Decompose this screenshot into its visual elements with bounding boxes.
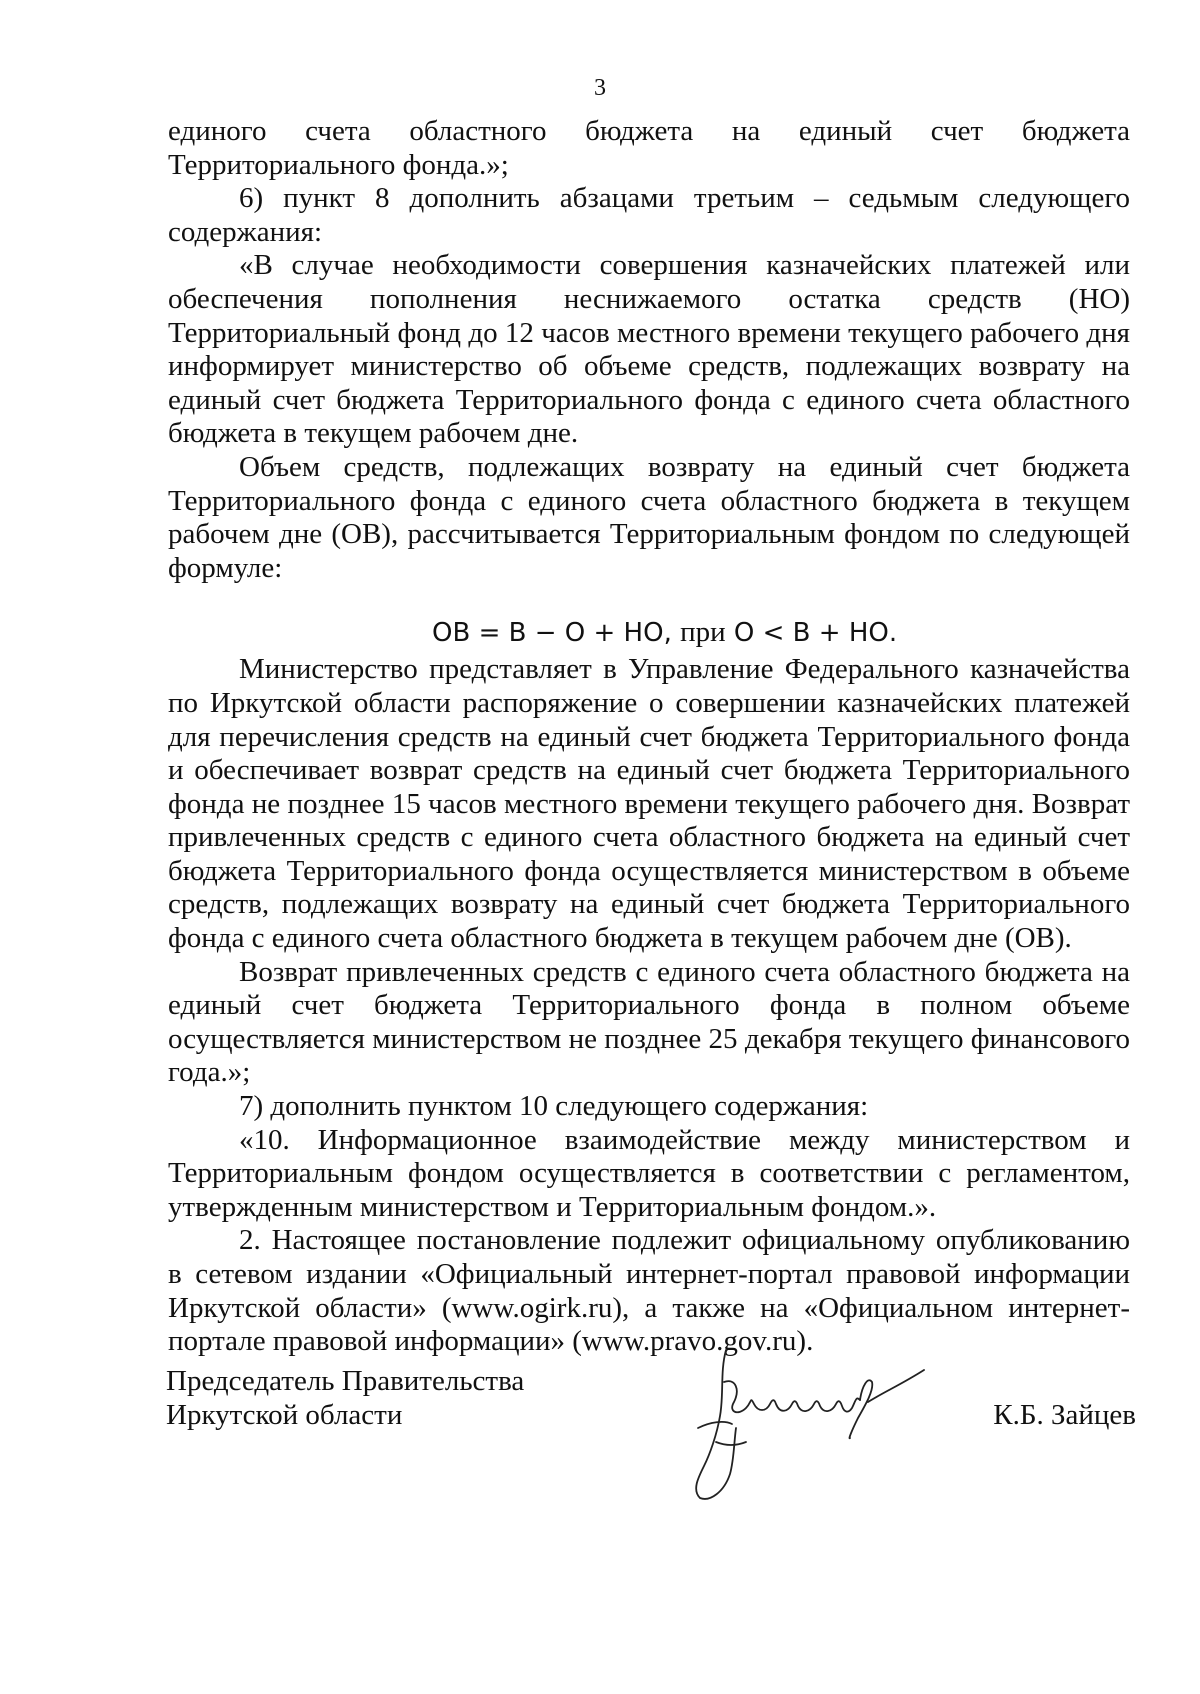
signatory-title-line: Иркутской области — [166, 1399, 403, 1431]
document-body — [168, 115, 1130, 1359]
paragraph: Объем средств, подлежащих возврату на единый счет бюджета Территориального фонда с единого счета областного бюджета в текущем рабочем дне (ОВ), рассчитывается Территориальным фондом по следующей формуле: — [168, 450, 1130, 584]
paragraph: «В случае необходимости совершения казначейских платежей или обеспечения пополнения неснижаемого остатка средств (НО) Территориальный фонд до 12 часов местного времени текущего рабочего дня информирует министерство об объеме средств, подлежащих возврату на единый счет бюджета Территориального фонда с единого счета областного бюджета в текущем рабочем дне. — [168, 249, 1130, 450]
formula-condition: О < В + НО. — [733, 618, 898, 649]
formula — [168, 612, 1130, 653]
paragraph: 7) дополнить пунктом 10 следующего содержания: — [239, 1090, 869, 1123]
page-number: 3 — [594, 75, 606, 101]
paragraph: единого счета областного бюджета на единый счет бюджета Территориального фонда.»; — [168, 115, 1130, 181]
paragraph: Возврат привлеченных средств с единого счета областного бюджета на единый счет бюджета Территориального фонда в полном объеме осуществляется министерством не позднее 25 декабря текущего финансового года.»; — [168, 955, 1130, 1089]
paragraph: 2. Настоящее постановление подлежит официальному опубликованию в сетевом издании «Официальный интернет-портал правовой информации Иркутской области» (www.ogirk.ru), а также на «Официальном интернет-портале правовой информации» (www.pravo.gov.ru). — [168, 1224, 1130, 1358]
formula-condition-prefix: при — [680, 616, 726, 649]
signatory-name: К.Б. Зайцев — [993, 1399, 1136, 1431]
handwritten-signature — [680, 1342, 970, 1502]
paragraph: Министерство представляет в Управление Федерального казначейства по Иркутской области распоряжение о совершении казначейских платежей для перечисления средств на единый счет бюджета Территориального фонда и обеспечивает возврат средств на единый счет бюджета Территориального фонда не позднее 15 часов местного времени текущего рабочего дня. Возврат привлеченных средств с единого счета областного бюджета на единый счет бюджета Территориального фонда осуществляется министерством в объеме средств, подлежащих возврату на единый счет бюджета Территориального фонда с единого счета областного бюджета в текущем рабочем дне (ОВ). — [168, 653, 1130, 955]
formula-expression: ОВ = В − О + НО, — [432, 618, 672, 649]
signatory-title — [166, 1364, 524, 1432]
signatory-title-line: Председатель Правительства — [166, 1365, 525, 1397]
paragraph: 6) пункт 8 дополнить абзацами третьим – седьмым следующего содержания: — [168, 182, 1130, 248]
paragraph: «10. Информационное взаимодействие между министерством и Территориальным фондом осуществляется в соответствии с регламентом, утвержденным министерством и Территориальным фондом.». — [168, 1123, 1130, 1223]
